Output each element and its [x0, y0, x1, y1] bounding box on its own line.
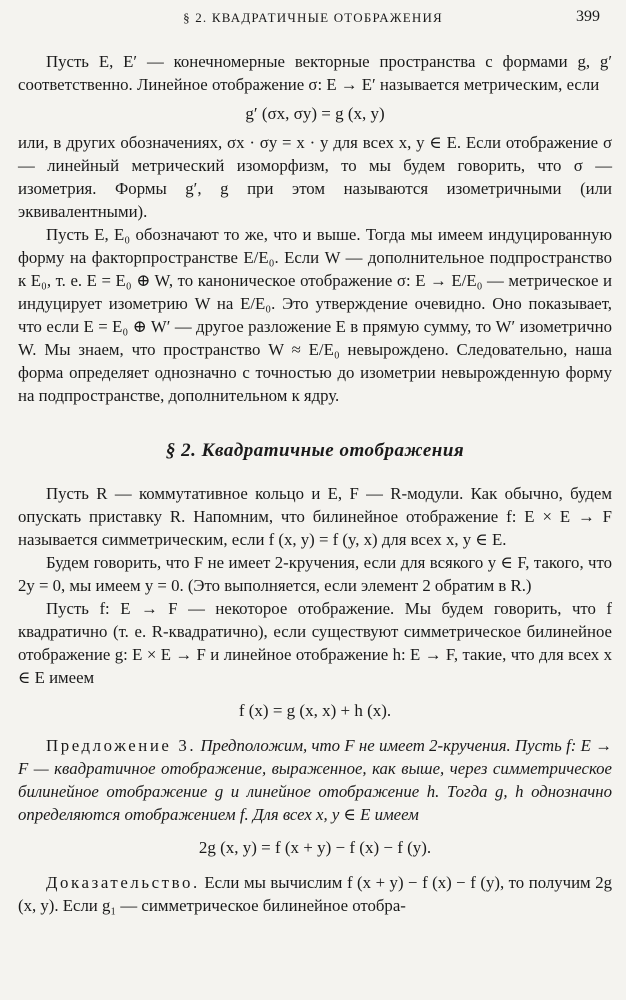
page-content — [18, 50, 612, 917]
formula-polarization: 2g (x, y) = f (x + y) − f (x) − f (y). — [198, 838, 432, 857]
proposition-label: Предложение 3. — [46, 736, 197, 755]
proposition-3 — [18, 734, 612, 826]
section-title: § 2. Квадратичные отображения — [165, 440, 465, 461]
page-header — [0, 6, 626, 36]
proof — [18, 871, 612, 917]
formula-metric: g′ (σx, σy) = g (x, y) — [245, 104, 385, 123]
paragraph-quotient: Пусть E, E₀ обозначают то же, что и выше. Тогда мы имеем индуцированную форму на факторпространстве E/E₀. Если W — дополнительное подпространство к E₀, т. е. E = E₀ ⊕ W, то каноническое отображение σ: E → E/E₀ — метрическое и индуцирует изометрию W на E/E₀. Это утверждение очевидно. Оно показывает, что если E = E₀ ⊕ W′ — другое разложение E в прямую сумму, то W′ изометрично W. Мы знаем, что пространство W ≈ E/E₀ невырождено. Следовательно, наша форма определяет однозначно с точностью до изометрии невырожденную форму на подпространстве, дополнительном к ядру. — [18, 225, 612, 405]
proof-label: Доказательство. — [46, 873, 200, 892]
running-title: § 2. КВАДРАТИЧНЫЕ ОТОБРАЖЕНИЯ — [183, 10, 443, 25]
proof-text: Если мы вычислим f (x + y) − f (x) − f (y), то получим 2g (x, y). Если g₁ — симметрическое билинейное отобра- — [18, 873, 612, 915]
paragraph-quadratic: Пусть f: E → F — некоторое отображение. Мы будем говорить, что f квадратично (т. е. R-квадратично), если существуют симметрическое билинейное отображение g: E × E → F и линейное отображение h: E → F, такие, что для всех x ∈ E имеем — [18, 599, 612, 687]
formula-quadratic: f (x) = g (x, x) + h (x). — [238, 701, 392, 720]
paragraph-modules: Пусть R — коммутативное кольцо и E, F — R-модули. Как обычно, будем опускать приставку R. Напомним, что билинейное отображение f: E × E → F называется симметрическим, если f (x, y) = f (y, x) для всех x, y ∈ E. — [18, 484, 612, 549]
paragraph-isometry: или, в других обозначениях, σx · σy = x · y для всех x, y ∈ E. Если отображение σ — линейный метрический изоморфизм, то мы будем говорить, что σ — изометрия. Формы g′, g при этом называются изометричными (или эквивалентными). — [18, 133, 612, 221]
paragraph-metric-map: Пусть E, E′ — конечномерные векторные пространства с формами g, g′ соответственно. Линейное отображение σ: E → E′ называется метрическим, если — [18, 52, 612, 94]
paragraph-torsion: Будем говорить, что F не имеет 2-кручения, если для всякого y ∈ F, такого, что 2y = 0, мы имеем y = 0. (Это выполняется, если элемент 2 обратим в R.) — [18, 553, 612, 595]
page-number: 399 — [576, 8, 600, 25]
proposition-text: Предположим, что F не имеет 2-кручения. Пусть f: E → F — квадратичное отображение, выраженное, как выше, через симметрическое билинейное отображение g и линейное отображение h. Тогда g, h однозначно определяются отображением f. Для всех x, y ∈ E имеем — [18, 736, 612, 824]
